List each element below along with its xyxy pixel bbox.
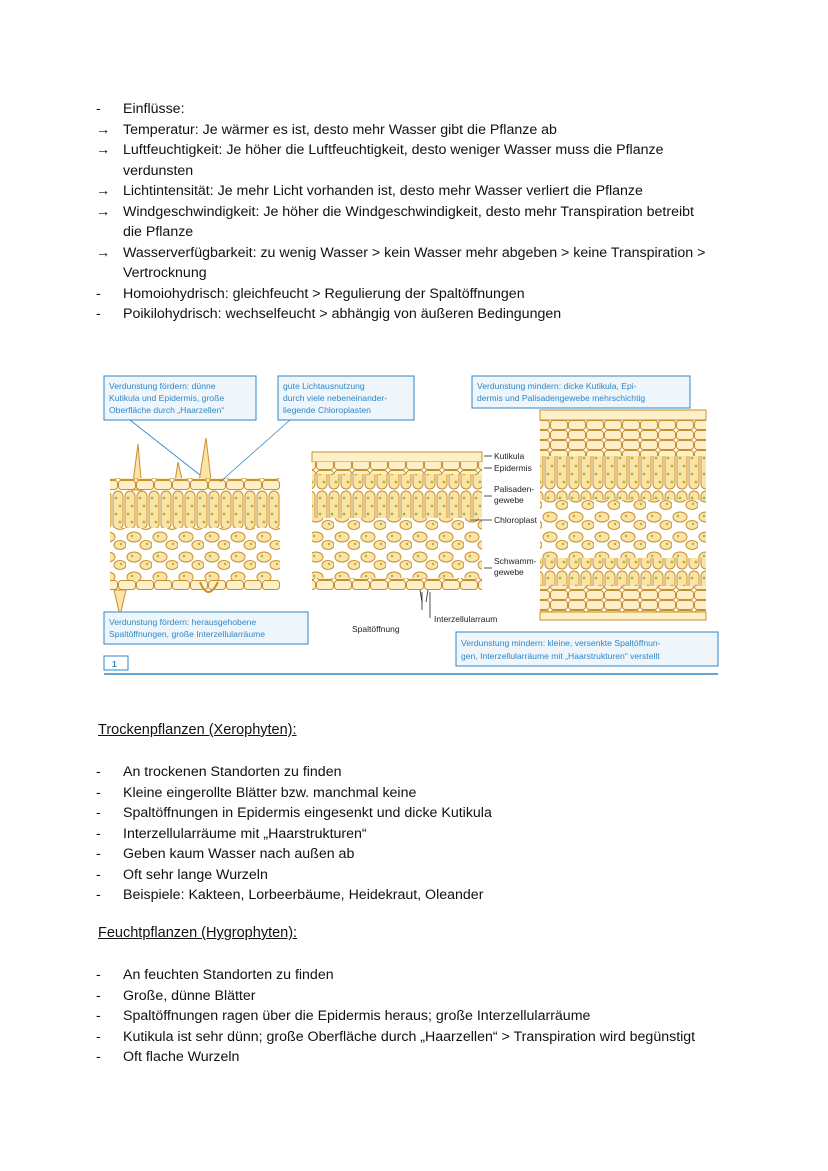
caption-line: Spaltöffnungen, große Interzellularräume [109, 629, 266, 639]
list-item [96, 202, 716, 243]
list-item [96, 885, 716, 906]
list-text: Beispiele: Kakteen, Lorbeerbäume, Heidekraut, Oleander [123, 887, 484, 903]
list-marker: - [96, 285, 101, 302]
label-interzellular: Interzellularraum [434, 614, 498, 624]
list-text: Wasserverfügbarkeit: zu wenig Wasser > kein Wasser mehr abgeben > keine Transpiration > Vertrocknung [123, 244, 706, 281]
figure-number: 1 [112, 659, 117, 669]
caption-line: gen, Interzellularräume mit „Haarstrukturen“ verstellt [461, 651, 660, 661]
caption-line: Verdunstung mindern: kleine, versenkte Spaltöffnun- [461, 638, 661, 648]
list-text: Oft sehr lange Wurzeln [123, 866, 268, 883]
list-text: Spaltöffnungen in Epidermis eingesenkt und dicke Kutikula [123, 805, 492, 821]
list-item [96, 865, 716, 886]
list-text: Spaltöffnungen ragen über die Epidermis heraus; große Interzellularräume [123, 1008, 591, 1024]
list-marker: - [96, 825, 101, 842]
caption-top-left [104, 376, 256, 475]
hygrophyte-leaf-drawing [110, 438, 280, 616]
list-text: Lichtintensität: Je mehr Licht vorhanden ist, desto mehr Wasser verliert die Pflanze [123, 183, 643, 199]
list-item [96, 181, 716, 202]
caption-top-right [472, 376, 690, 408]
hygrophyte-heading: Feuchtpflanzen (Hygrophyten): [98, 925, 298, 941]
list-item [96, 99, 716, 120]
hygrophyte-list [96, 965, 716, 1068]
list-item [96, 762, 716, 783]
list-marker: - [96, 1049, 101, 1065]
list-text: Große, dünne Blätter [123, 987, 256, 1004]
list-text: Poikilohydrisch: wechselfeucht > abhängig von äußeren Bedingungen [123, 306, 562, 322]
xerophyte-leaf-drawing [540, 410, 706, 620]
list-marker: - [96, 987, 101, 1004]
list-text: Geben kaum Wasser nach außen ab [123, 846, 355, 862]
label-schwamm: gewebe [494, 567, 524, 577]
label-palisaden: gewebe [494, 495, 524, 505]
arrow-icon: → [96, 121, 111, 138]
normal-leaf-drawing [312, 452, 492, 618]
caption-line: Verdunstung fördern: dünne [109, 381, 216, 391]
xerophyte-heading: Trockenpflanzen (Xerophyten): [98, 722, 297, 738]
list-item [96, 986, 716, 1007]
list-marker: - [96, 1008, 101, 1024]
list-marker: - [96, 306, 101, 322]
list-item [96, 1027, 716, 1048]
list-marker: - [96, 764, 101, 780]
caption-bottom-left [104, 612, 308, 644]
label-epidermis: Epidermis [494, 463, 532, 473]
caption-line: dermis und Palisadengewebe mehrschichtig [477, 393, 646, 403]
list-item [96, 243, 716, 284]
list-item [96, 824, 716, 845]
list-item [96, 803, 716, 824]
list-text: Einflüsse: [123, 101, 185, 117]
list-item [96, 140, 716, 181]
list-item [96, 120, 716, 141]
label-palisaden: Palisaden- [494, 484, 535, 494]
list-marker: - [96, 967, 101, 983]
list-text: Oft flache Wurzeln [123, 1049, 240, 1065]
arrow-icon: → [96, 244, 111, 261]
arrow-icon: → [96, 142, 111, 158]
caption-line: gute Lichtausnutzung [283, 381, 365, 391]
list-item [96, 284, 716, 305]
caption-line: liegende Chloroplasten [283, 405, 371, 415]
arrow-icon: → [96, 183, 111, 199]
list-text: Windgeschwindigkeit: Je höher die Windgeschwindigkeit, desto mehr Transpiration betreibt die Pflanze [123, 203, 694, 240]
list-text: Interzellularräume mit „Haarstrukturen“ [123, 825, 367, 842]
leaf-cross-section-figure [100, 370, 722, 678]
list-item [96, 1047, 716, 1068]
list-item [96, 965, 716, 986]
list-item [96, 1006, 716, 1027]
list-marker: - [96, 101, 101, 117]
caption-line: Kutikula und Epidermis, große [109, 393, 225, 403]
list-marker: - [96, 1028, 101, 1045]
list-marker: - [96, 784, 101, 801]
caption-bottom-right [456, 632, 718, 666]
label-spalt: Spaltöffnung [352, 624, 400, 634]
arrow-icon: → [96, 203, 111, 220]
label-schwamm: Schwamm- [494, 556, 537, 566]
list-text: Kleine eingerollte Blätter bzw. manchmal keine [123, 784, 417, 801]
xerophyte-list [96, 762, 716, 906]
list-marker: - [96, 805, 101, 821]
list-text: Temperatur: Je wärmer es ist, desto mehr Wasser gibt die Pflanze ab [123, 121, 557, 138]
caption-line: Verdunstung mindern: dicke Kutikula, Epi- [477, 381, 637, 391]
caption-line: durch viele nebeneinander- [283, 393, 388, 403]
list-text: Homoiohydrisch: gleichfeucht > Regulierung der Spaltöffnungen [123, 285, 525, 302]
list-marker: - [96, 866, 101, 883]
list-text: Luftfeuchtigkeit: Je höher die Luftfeuchtigkeit, desto weniger Wasser muss die Pflanze verdunsten [123, 142, 664, 179]
list-marker: - [96, 887, 101, 903]
caption-line: Verdunstung fördern: herausgehobene [109, 617, 257, 627]
label-kutikula: Kutikula [494, 451, 525, 461]
list-item [96, 304, 716, 325]
list-text: An feuchten Standorten zu finden [123, 967, 334, 983]
label-chloroplast: Chloroplast [494, 515, 537, 525]
list-item [96, 783, 716, 804]
caption-line: Oberfläche durch „Haarzellen“ [109, 405, 225, 415]
list-text: An trockenen Standorten zu finden [123, 764, 342, 780]
list-marker: - [96, 846, 101, 862]
influences-list [96, 99, 716, 325]
list-text: Kutikula ist sehr dünn; große Oberfläche durch „Haarzellen“ > Transpiration wird begünstigt [123, 1028, 696, 1045]
list-item [96, 844, 716, 865]
